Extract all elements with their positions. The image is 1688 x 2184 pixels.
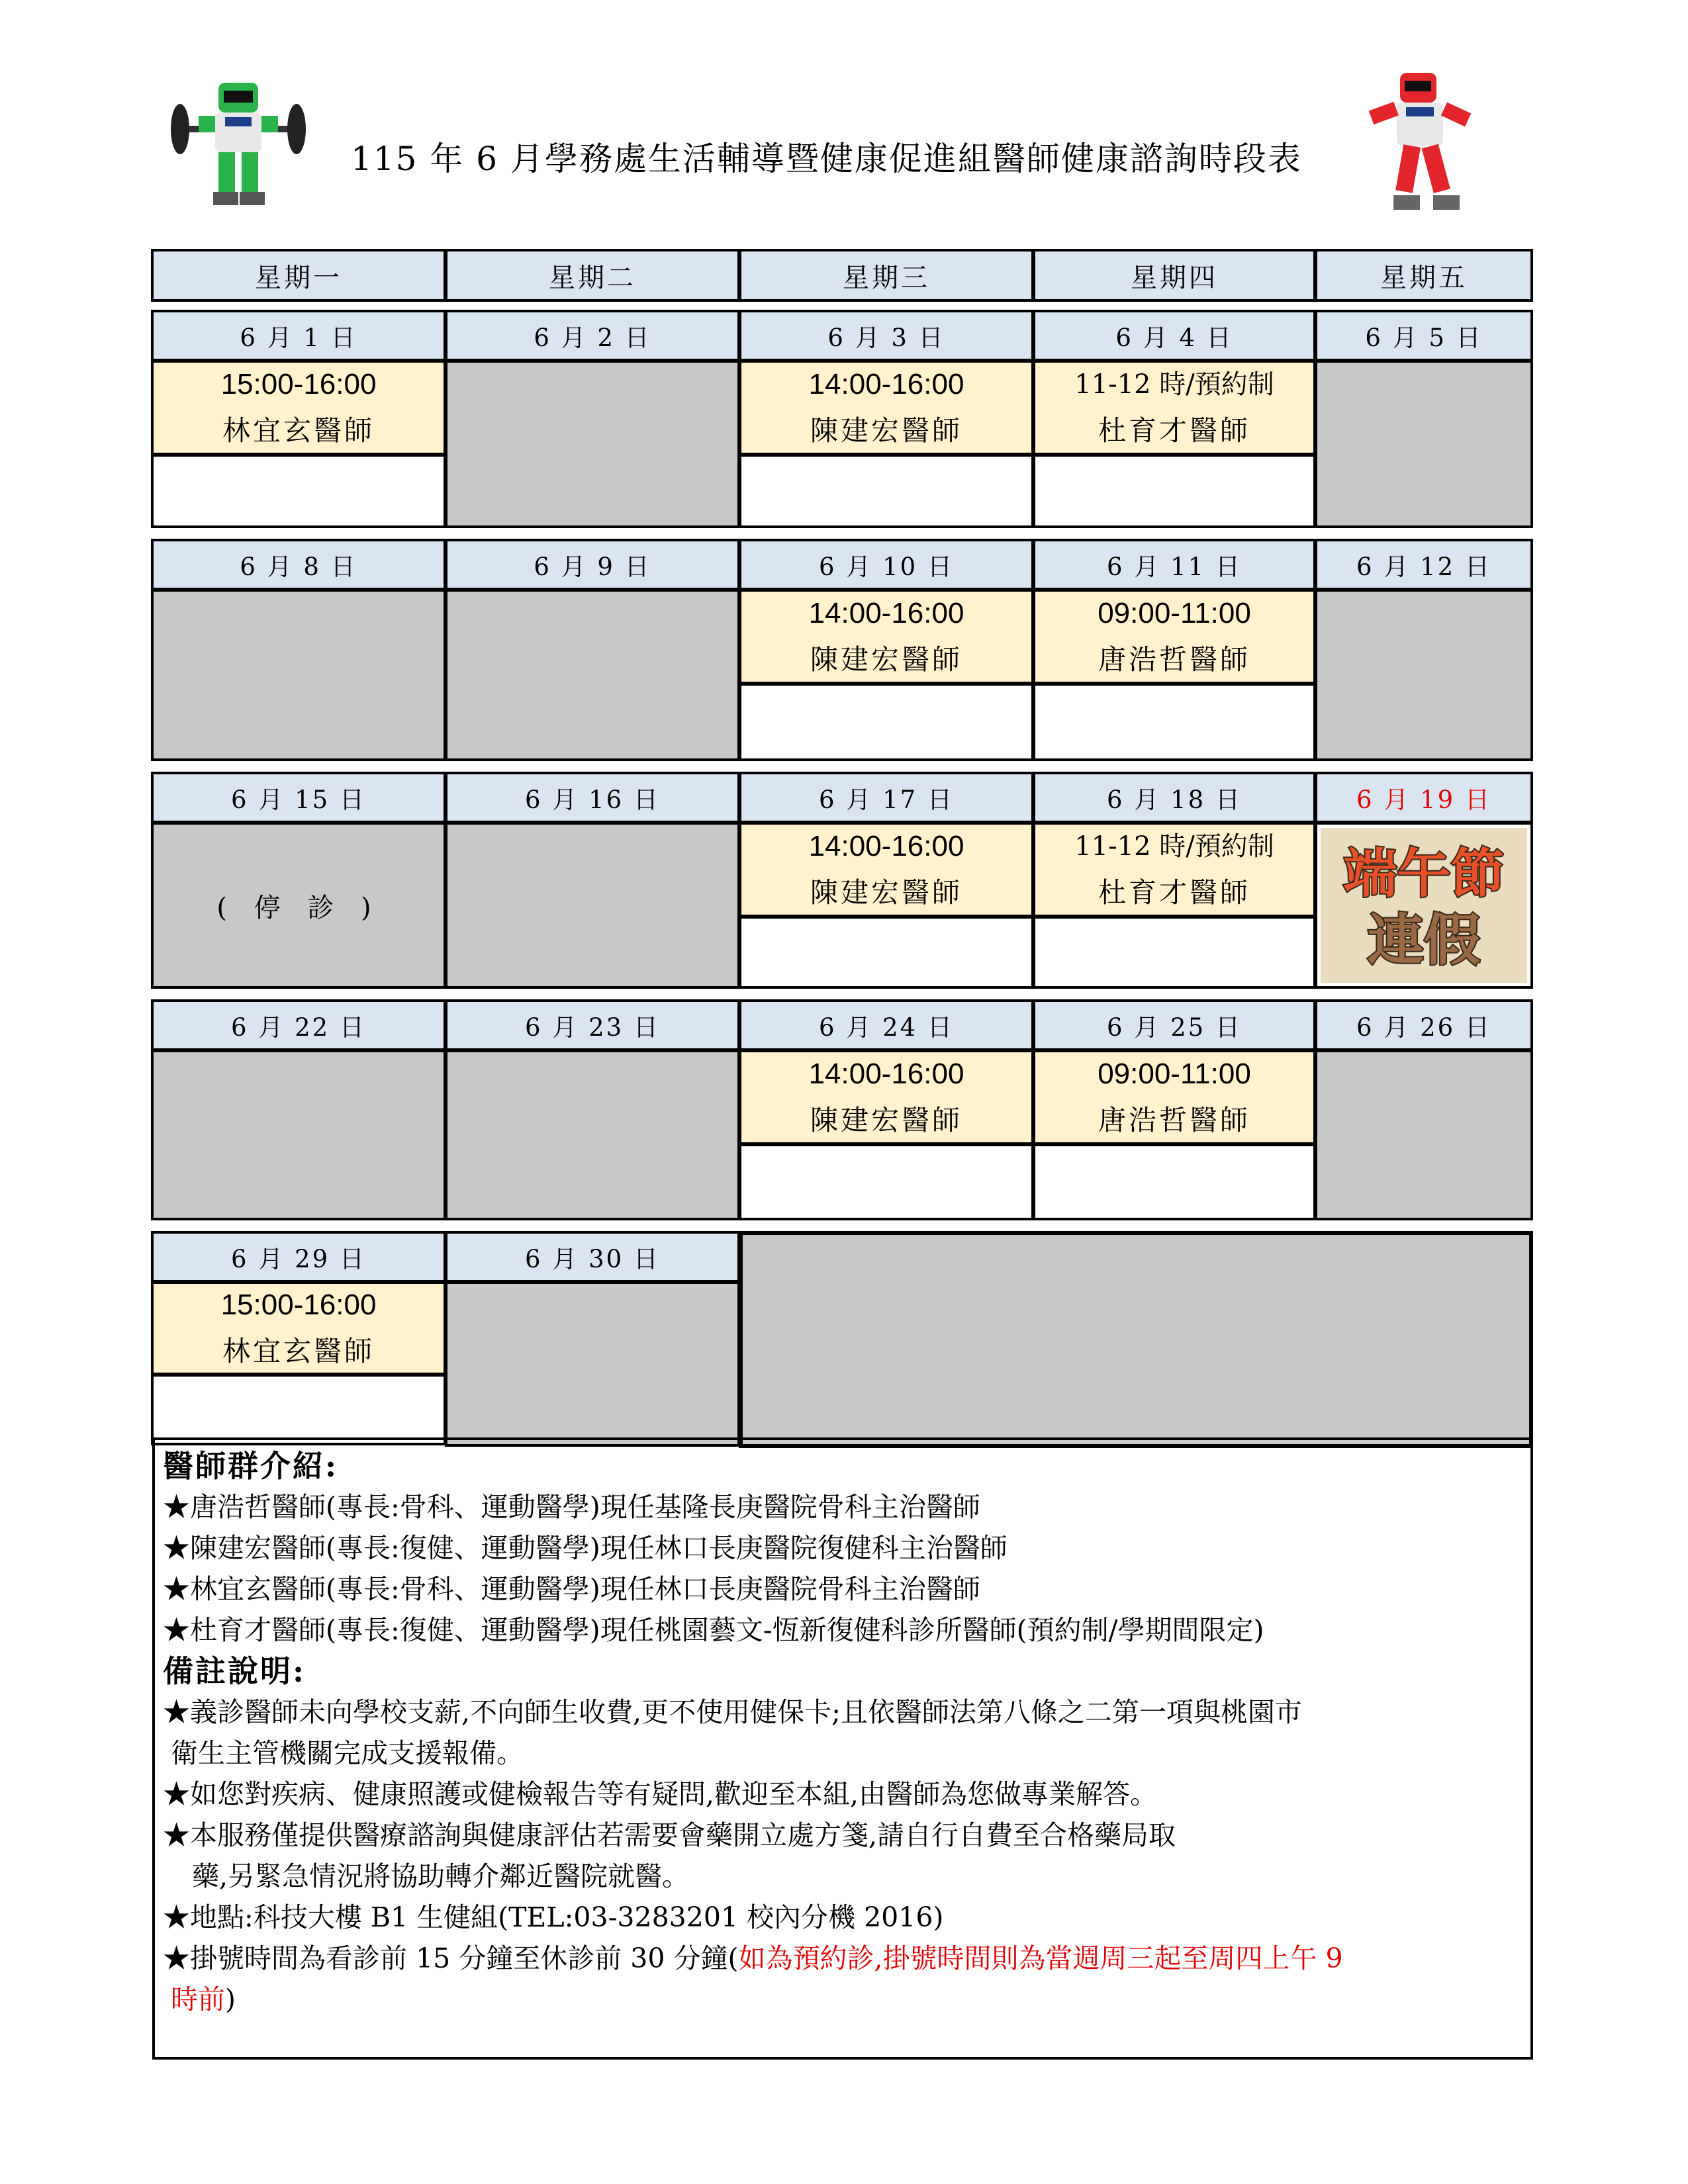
weekday-wed: 星期三 <box>739 249 1034 302</box>
appointment-time: 14:00-16:00 <box>808 830 964 862</box>
appointment-cell <box>739 360 1034 455</box>
appointment-time: 11-12 時/預約制 <box>1074 369 1274 400</box>
empty-day-cell <box>151 1050 446 1220</box>
registration-remark-cont <box>163 1979 1523 2020</box>
doctor-intro: ★林宜玄醫師(專長:骨科、運動醫學)現任林口長庚醫院骨科主治醫師 <box>163 1573 980 1605</box>
closed-day-cell <box>151 822 446 989</box>
closed-label: ( 停 診 ) <box>216 892 381 923</box>
date-cell: 6 月 26 日 <box>1315 999 1533 1051</box>
weekday-thu: 星期四 <box>1033 249 1316 302</box>
date-cell: 6 月 4 日 <box>1033 310 1316 361</box>
empty-day-cell <box>445 1050 740 1220</box>
blank-cell <box>739 454 1034 528</box>
appointment-doctor: 陳建宏醫師 <box>810 414 962 447</box>
remark-line: 衛生主管機關完成支援報備。 <box>171 1737 524 1769</box>
appointment-doctor: 陳建宏醫師 <box>810 643 962 676</box>
appointment-cell <box>1033 589 1316 684</box>
empty-day-cell <box>151 589 446 761</box>
holiday-text-line1: 端午節 <box>1343 843 1505 905</box>
appointment-cell <box>1033 1050 1316 1145</box>
remarks-heading: 備註說明: <box>163 1653 306 1689</box>
appointment-doctor: 林宜玄醫師 <box>222 1335 375 1367</box>
date-cell: 6 月 15 日 <box>151 772 446 823</box>
day-slot <box>740 1051 1034 1220</box>
appointment-doctor: 杜育才醫師 <box>1098 414 1250 447</box>
appointment-doctor: 林宜玄醫師 <box>222 414 375 447</box>
week-row <box>152 540 1533 761</box>
date-cell: 6 月 12 日 <box>1315 539 1533 590</box>
date-cell: 6 月 5 日 <box>1315 310 1533 361</box>
blank-cell <box>1033 916 1316 989</box>
appointment-doctor: 陳建宏醫師 <box>810 876 962 909</box>
date-cell: 6 月 8 日 <box>151 539 446 590</box>
date-cell: 6 月 10 日 <box>739 539 1034 590</box>
empty-day-cell <box>1315 360 1533 528</box>
day-slot <box>152 1232 446 1448</box>
appointment-cell <box>1033 360 1316 455</box>
appointment-time: 15:00-16:00 <box>220 368 377 400</box>
week-row <box>152 1001 1533 1220</box>
appointment-cell <box>151 360 446 455</box>
date-cell: 6 月 23 日 <box>445 999 740 1051</box>
remark-line: ★本服務僅提供醫療諮詢與健康評估若需要會藥開立處方箋,請自行自費至合格藥局取 <box>163 1819 1176 1851</box>
day-slot <box>1034 361 1316 528</box>
week-row <box>152 773 1533 989</box>
blank-cell <box>739 1144 1034 1220</box>
blank-cell <box>739 916 1034 989</box>
notes-box <box>152 1437 1533 2060</box>
weekday-fri: 星期五 <box>1315 249 1533 302</box>
blank-cell <box>1033 1144 1316 1220</box>
day-slot <box>740 823 1034 989</box>
holiday-cell <box>1315 822 1533 989</box>
date-cell: 6 月 3 日 <box>739 310 1034 361</box>
date-cell: 6 月 30 日 <box>445 1231 740 1283</box>
weekday-mon: 星期一 <box>151 249 446 302</box>
day-slot <box>446 1232 740 1448</box>
unused-month-area <box>739 1231 1533 1448</box>
holiday-graphic <box>1321 828 1527 983</box>
remark-line: ★如您對疾病、健康照護或健檢報告等有疑問,歡迎至本組,由醫師為您做專業解答。 <box>163 1778 1158 1810</box>
day-slot <box>1034 1051 1316 1220</box>
appointment-time: 14:00-16:00 <box>808 368 964 400</box>
doctor-intro: ★唐浩哲醫師(專長:骨科、運動醫學)現任基隆長庚醫院骨科主治醫師 <box>163 1491 980 1523</box>
empty-day-cell <box>1315 589 1533 761</box>
remark-line: 藥,另緊急情況將協助轉介鄰近醫院就醫。 <box>192 1860 690 1892</box>
appointment-doctor: 唐浩哲醫師 <box>1098 643 1250 676</box>
appointment-cell <box>739 1050 1034 1145</box>
registration-remark <box>163 1938 1523 1979</box>
day-slot <box>740 361 1034 528</box>
day-slot <box>1034 590 1316 761</box>
robot-weightlifter-image <box>165 76 311 215</box>
registration-reservation-note: 如為預約診,掛號時間則為當週周三起至周四上午 9 <box>738 1942 1343 1974</box>
robot-runner-image <box>1357 66 1489 228</box>
appointment-time: 14:00-16:00 <box>808 597 964 629</box>
appointment-doctor: 杜育才醫師 <box>1098 876 1250 909</box>
appointment-time: 14:00-16:00 <box>808 1058 964 1090</box>
week-row <box>152 1232 1533 1448</box>
appointment-doctor: 唐浩哲醫師 <box>1098 1104 1250 1136</box>
date-cell: 6 月 22 日 <box>151 999 446 1051</box>
date-cell: 6 月 16 日 <box>445 772 740 823</box>
holiday-text-line2: 連假 <box>1367 908 1481 973</box>
date-cell: 6 月 9 日 <box>445 539 740 590</box>
appointment-cell <box>739 589 1034 684</box>
remark-line: ★義診醫師未向學校支薪,不向師生收費,更不使用健保卡;且依醫師法第八條之二第一項與桃園市 <box>163 1696 1302 1728</box>
dragon-boat-holiday-image <box>1321 828 1527 983</box>
empty-day-cell <box>445 1281 740 1447</box>
date-cell: 6 月 17 日 <box>739 772 1034 823</box>
registration-close-paren: ) <box>225 1983 236 2015</box>
date-cell: 6 月 25 日 <box>1033 999 1316 1051</box>
doctor-intro: ★陳建宏醫師(專長:復健、運動醫學)現任林口長庚醫院復健科主治醫師 <box>163 1532 1008 1564</box>
page-title: 115 年 6 月學務處生活輔導暨健康促進組醫師健康諮詢時段表 <box>351 140 1302 178</box>
date-cell: 6 月 24 日 <box>739 999 1034 1051</box>
weekday-tue: 星期二 <box>445 249 740 302</box>
appointment-cell <box>151 1281 446 1375</box>
schedule-table <box>152 250 1533 1448</box>
empty-day-cell <box>445 822 740 989</box>
date-cell: 6 月 1 日 <box>151 310 446 361</box>
appointment-cell <box>1033 822 1316 917</box>
registration-reservation-note-cont: 時前 <box>171 1983 225 2015</box>
registration-text: ★掛號時間為看診前 15 分鐘至休診前 30 分鐘( <box>163 1942 739 1974</box>
blank-cell <box>1033 683 1316 761</box>
empty-day-cell <box>445 360 740 528</box>
blank-cell <box>151 454 446 528</box>
doctor-intro: ★杜育才醫師(專長:復健、運動醫學)現任桃園藝文-恆新復健科診所醫師(預約制/學期間限定) <box>163 1614 1264 1646</box>
blank-cell <box>1033 454 1316 528</box>
date-cell: 6 月 18 日 <box>1033 772 1316 823</box>
empty-day-cell <box>445 589 740 761</box>
date-cell: 6 月 2 日 <box>445 310 740 361</box>
appointment-doctor: 陳建宏醫師 <box>810 1104 962 1136</box>
blank-cell <box>151 1374 446 1445</box>
blank-cell <box>739 683 1034 761</box>
day-slot <box>152 361 446 528</box>
empty-day-cell <box>1315 1050 1533 1220</box>
appointment-time: 15:00-16:00 <box>220 1289 377 1321</box>
day-slot <box>1034 823 1316 989</box>
day-slot <box>740 590 1034 761</box>
remark-line: ★地點:科技大樓 B1 生健組(TEL:03-3283201 校內分機 2016) <box>163 1901 944 1933</box>
doctors-heading: 醫師群介紹: <box>163 1448 338 1484</box>
weekday-header-row <box>152 250 1533 302</box>
date-cell: 6 月 29 日 <box>151 1231 446 1283</box>
appointment-cell <box>739 822 1034 917</box>
appointment-time: 09:00-11:00 <box>1098 1058 1251 1090</box>
appointment-time: 11-12 時/預約制 <box>1074 831 1274 862</box>
week-row <box>152 311 1533 528</box>
date-cell: 6 月 11 日 <box>1033 539 1316 590</box>
appointment-time: 09:00-11:00 <box>1098 597 1251 629</box>
holiday-date-cell: 6 月 19 日 <box>1315 772 1533 823</box>
